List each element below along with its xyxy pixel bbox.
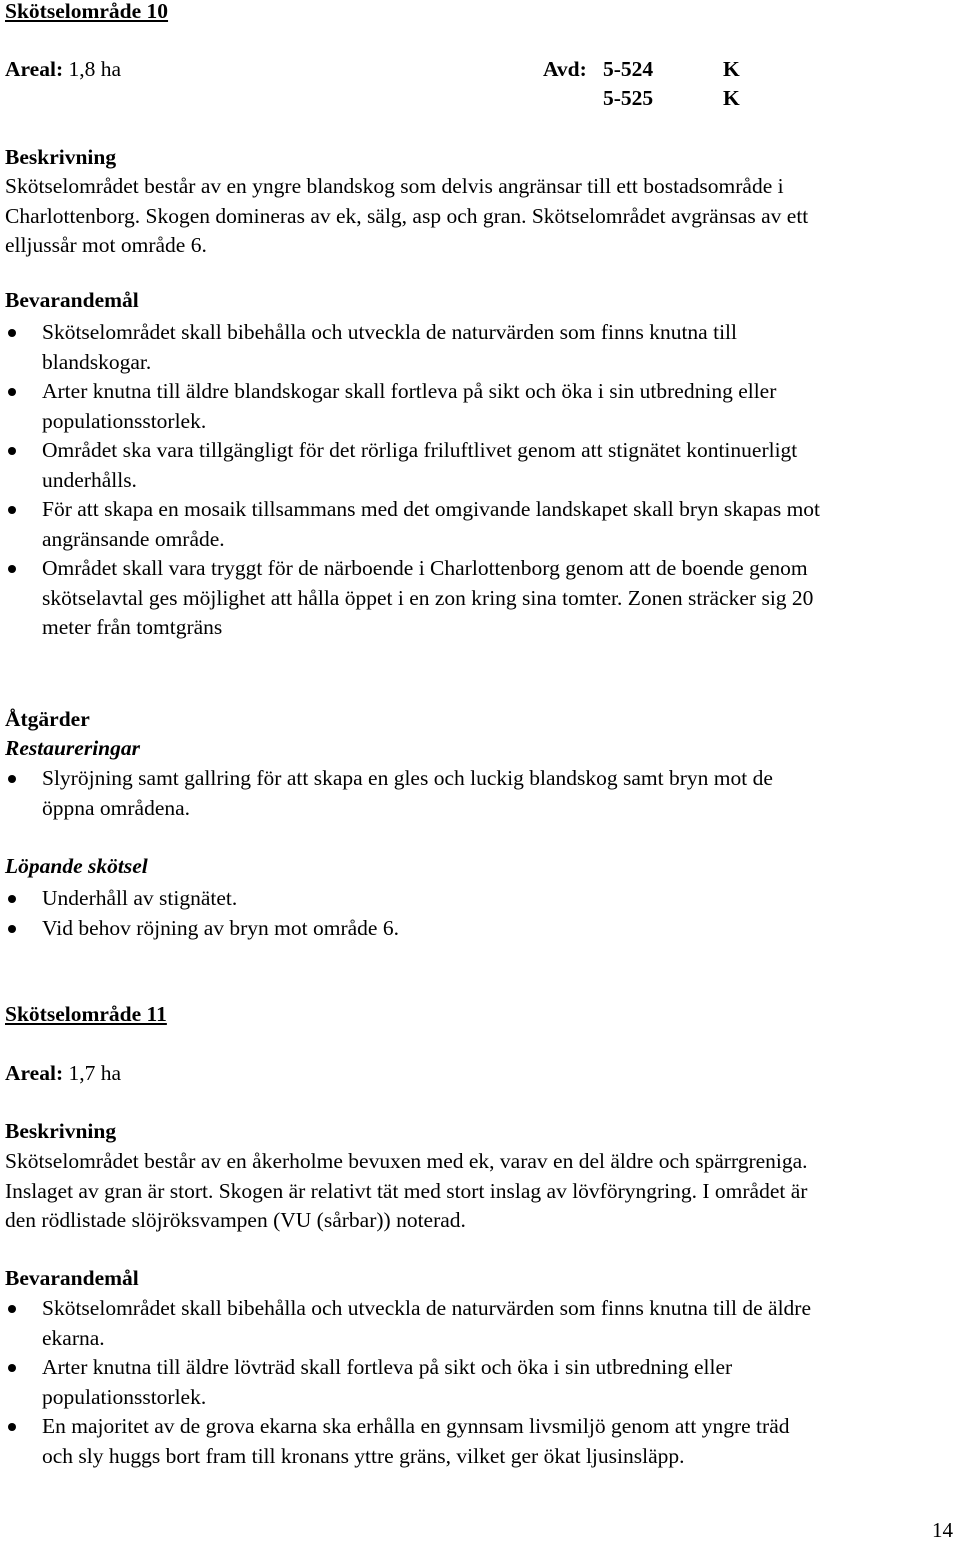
bullet-icon: [8, 565, 16, 573]
bullet-icon: [8, 506, 16, 514]
text-line: Arter knutna till äldre blandskogar skall fortleva på sikt och öka i sin utbredning eller: [42, 379, 777, 403]
page-number: 14: [932, 1518, 953, 1542]
text-line: Skötselområdet består av en yngre blandskog som delvis angränsar till ett bostadsområde i: [5, 174, 784, 198]
bullet-icon: [8, 925, 16, 933]
avd-code: K: [723, 57, 740, 81]
beskrivning-text: [5, 172, 957, 261]
bullet-icon: [8, 1305, 16, 1313]
avd-code: K: [723, 86, 740, 110]
beskrivning-heading: Beskrivning: [5, 145, 117, 169]
bullet-icon: [8, 447, 16, 455]
text-line: och sly huggs bort fram till kronans yttre gräns, vilket ger ökat ljusinsläpp.: [42, 1443, 685, 1468]
list-item: [0, 554, 960, 643]
list-item: [0, 1294, 960, 1353]
list-item: [0, 1412, 960, 1471]
bullet-icon: [8, 895, 16, 903]
list-item: [0, 318, 960, 377]
atgarder-heading: Åtgärder: [5, 707, 90, 731]
beskrivning-heading: Beskrivning: [5, 1119, 117, 1143]
text-line: Arter knutna till äldre lövträd skall fortleva på sikt och öka i sin utbredning eller: [42, 1355, 733, 1379]
lopande-list: [0, 884, 960, 943]
text-line: angränsande område.: [42, 526, 225, 551]
text-line: elljussår mot område 6.: [5, 233, 207, 257]
text-line: Underhåll av stignätet.: [42, 886, 238, 910]
text-line: populationsstorlek.: [42, 408, 207, 433]
text-line: skötselavtal ges möjlighet att hålla öppet i en zon kring sina tomter. Zonen sträcker sig 20: [42, 585, 814, 610]
text-line: underhålls.: [42, 467, 137, 492]
text-line: Området ska vara tillgängligt för det rörliga friluftlivet genom att stignätet kontinuerligt: [42, 438, 798, 462]
text-line: populationsstorlek.: [42, 1384, 207, 1409]
bullet-icon: [8, 388, 16, 396]
bevarandemal-heading: Bevarandemål: [5, 1266, 139, 1290]
text-line: Skötselområdet består av en åkerholme bevuxen med ek, varav en del äldre och spärrgreniga.: [5, 1149, 808, 1173]
bevarandemal-list: [0, 1294, 960, 1471]
list-item: [0, 914, 960, 944]
areal-10: [5, 55, 121, 85]
list-item: [0, 377, 960, 436]
bullet-icon: [8, 1364, 16, 1372]
text-line: Inslaget av gran är stort. Skogen är relativt tät med stort inslag av lövföryngring. I området är: [5, 1178, 808, 1203]
bullet-icon: [8, 1423, 16, 1431]
areal-11: [5, 1059, 121, 1089]
text-line: En majoritet av de grova ekarna ska erhålla en gynnsam livsmiljö genom att yngre träd: [42, 1414, 790, 1438]
bullet-icon: [8, 775, 16, 783]
areal-label: Areal:: [5, 57, 64, 81]
text-line: Charlottenborg. Skogen domineras av ek, sälg, asp och gran. Skötselområdet avgränsas av ett: [5, 203, 809, 228]
areal-value: 1,8 ha: [68, 57, 122, 81]
list-item: [0, 436, 960, 495]
avd-number: 5-525: [603, 86, 654, 110]
text-line: ekarna.: [42, 1325, 105, 1350]
text-line: öppna områdena.: [42, 795, 191, 820]
text-line: Skötselområdet skall bibehålla och utveckla de naturvärden som finns knutna till: [42, 320, 737, 344]
section-title-11: Skötselområde 11: [5, 1002, 167, 1026]
text-line: Vid behov röjning av bryn mot område 6.: [42, 915, 399, 940]
text-line: För att skapa en mosaik tillsammans med det omgivande landskapet skall bryn skapas mot: [42, 497, 821, 521]
restaureringar-list: [0, 764, 960, 823]
text-line: Slyröjning samt gallring för att skapa en gles och luckig blandskog samt bryn mot de: [42, 766, 773, 790]
text-line: Skötselområdet skall bibehålla och utveckla de naturvärden som finns knutna till de äldre: [42, 1296, 812, 1320]
areal-value: 1,7 ha: [68, 1061, 122, 1085]
section-title-10: Skötselområde 10: [5, 0, 169, 23]
text-line: blandskogar.: [42, 349, 152, 374]
bevarandemal-list: [0, 318, 960, 643]
bevarandemal-heading: Bevarandemål: [5, 288, 139, 312]
beskrivning-text: [5, 1147, 957, 1236]
text-line: den rödlistade slöjröksvampen (VU (sårbar)) noterad.: [5, 1208, 466, 1232]
list-item: [0, 1353, 960, 1412]
avd-number: 5-524: [603, 57, 654, 81]
text-line: meter från tomtgräns: [42, 615, 223, 639]
list-item: [0, 495, 960, 554]
list-item: [0, 764, 960, 823]
lopande-skotsel-heading: Löpande skötsel: [5, 854, 148, 878]
text-line: Området skall vara tryggt för de närboende i Charlottenborg genom att de boende genom: [42, 556, 808, 580]
avd-label: Avd:: [543, 57, 587, 81]
restaureringar-heading: Restaureringar: [5, 736, 141, 760]
areal-label: Areal:: [5, 1061, 64, 1085]
list-item: [0, 884, 960, 914]
bullet-icon: [8, 329, 16, 337]
